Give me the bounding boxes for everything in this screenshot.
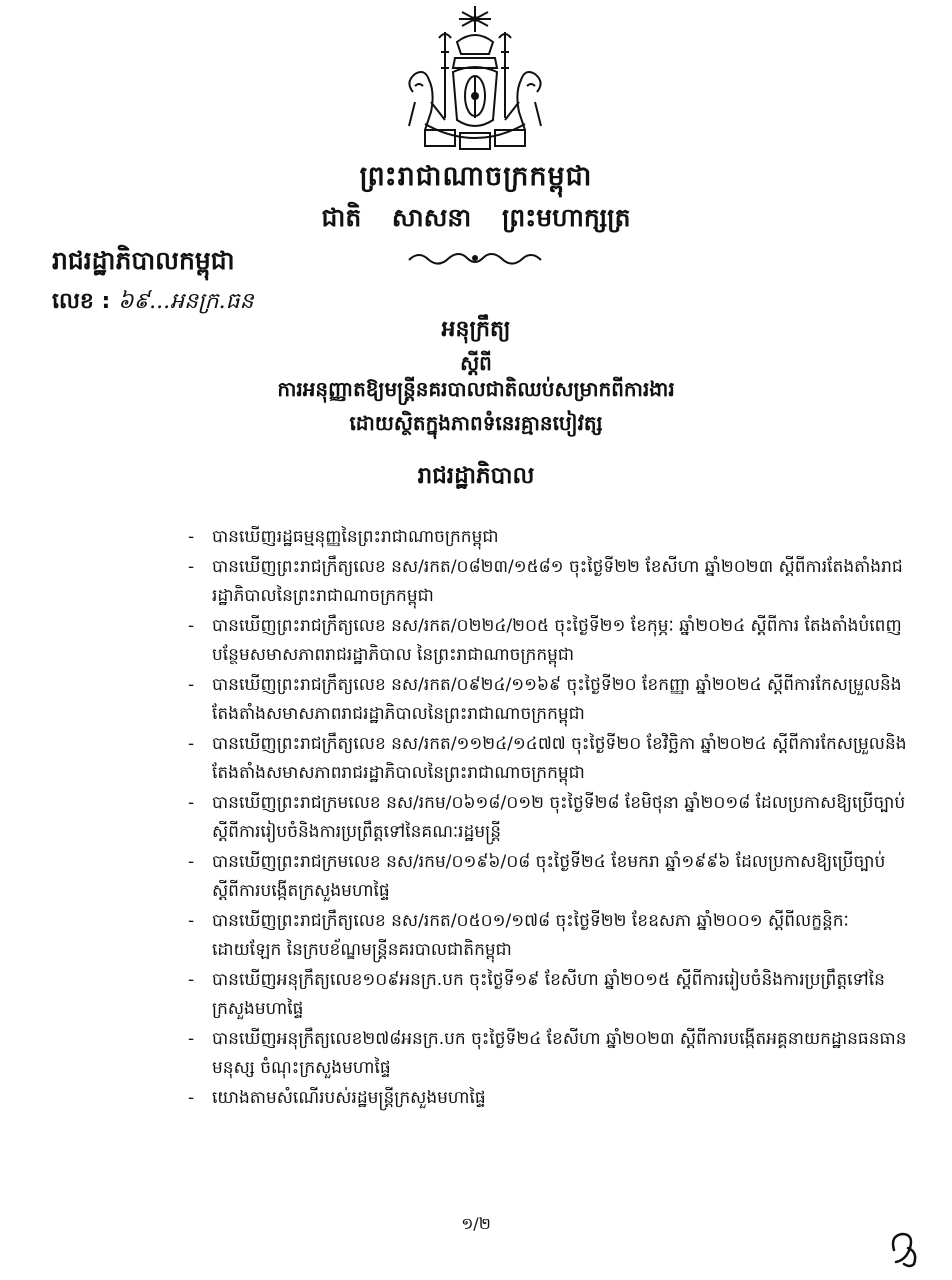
document-type: អនុក្រឹត្យ	[441, 317, 511, 342]
subject-line-2: ដោយស្ថិតក្នុងភាពទំនេរគ្មានបៀវត្ស	[349, 411, 603, 435]
reference-text: បានឃើញព្រះរាជក្រមលេខ នស/រកម/០១៩៦/០៨ ចុះថ្ងៃទី២៤ ខែមករា ឆ្នាំ១៩៩៦ ដែលប្រកាសឱ្យប្រើច្បាប់ស្តីពីការបង្កើតក្រសួងមហាផ្ទៃ	[212, 852, 886, 901]
issuer-heading: រាជរដ្ឋាភិបាល	[417, 463, 535, 489]
reference-text: យោងតាមសំណើរបស់រដ្ឋមន្ត្រីក្រសួងមហាផ្ទៃ	[212, 1088, 486, 1108]
reference-item: - បានឃើញព្រះរាជក្រឹត្យលេខ នស/រកត/០៩២៤/១១៦៩ ចុះថ្ងៃទី២០ ខែកញ្ញា ឆ្នាំ២០២៤ ស្តីពីការកែសម្រួលនិងតែងតាំងសមាសភាពរាជរដ្ឋាភិបាលនៃព្រះរាជាណាចក្រកម្ពុជា	[188, 675, 902, 724]
reference-item: - បានឃើញព្រះរាជក្រមលេខ នស/រកម/០១៩៦/០៨ ចុះថ្ងៃទី២៤ ខែមករា ឆ្នាំ១៩៩៦ ដែលប្រកាសឱ្យប្រើច្បាប់ស្តីពីការបង្កើតក្រសួងមហាផ្ទៃ	[188, 852, 886, 901]
reference-item: - បានឃើញព្រះរាជក្រឹត្យលេខ នស/រកត/១១២៤/១៤៧៧ ចុះថ្ងៃទី២០ ខែវិច្ឆិកា ឆ្នាំ២០២៤ ស្តីពីការកែសម្រួលនិងតែងតាំងសមាសភាពរាជរដ្ឋាភិបាលនៃព្រះរាជាណាចក្រកម្ពុជា	[188, 734, 907, 783]
reference-text: បានឃើញព្រះរាជក្រឹត្យលេខ នស/រកត/០២២៤/២០៥ ចុះថ្ងៃទី២១ ខែកុម្ភៈ ឆ្នាំ២០២៤ ស្តីពីការ តែងតាំងបំពេញបន្ថែមសមាសភាពរាជរដ្ឋាភិបាល នៃព្រះរាជាណាចក្រកម្ពុជា	[212, 616, 902, 665]
reference-item: - យោងតាមសំណើរបស់រដ្ឋមន្ត្រីក្រសួងមហាផ្ទៃ	[188, 1088, 486, 1108]
legal-references-list	[188, 523, 908, 1114]
reference-text: បានឃើញព្រះរាជក្រឹត្យលេខ នស/រកត/០៥០១/១៧៨ ចុះថ្ងៃទី២២ ខែឧសភា ឆ្នាំ២០០១ ស្តីពីលក្ខន្តិកៈដោយឡែក នៃក្របខ័ណ្ឌមន្ត្រីនគរបាលជាតិកម្ពុជា	[212, 911, 849, 960]
reference-item: - បានឃើញព្រះរាជក្រឹត្យលេខ នស/រកត/០៥០១/១៧៨ ចុះថ្ងៃទី២២ ខែឧសភា ឆ្នាំ២០០១ ស្តីពីលក្ខន្តិកៈដោយឡែក នៃក្របខ័ណ្ឌមន្ត្រីនគរបាលជាតិកម្ពុជា	[188, 911, 849, 960]
about-label: ស្តីពី	[460, 351, 492, 375]
subject-line-1: ការអនុញ្ញាតឱ្យមន្ត្រីនគរបាលជាតិឈប់សម្រាកពីការងារ	[277, 377, 675, 401]
reference-text: បានឃើញព្រះរាជក្រមលេខ នស/រកម/០៦១៨/០១២ ចុះថ្ងៃទី២៨ ខែមិថុនា ឆ្នាំ២០១៨ ដែលប្រកាសឱ្យប្រើច្បាប់ស្តីពីការរៀបចំនិងការប្រព្រឹត្តទៅនៃគណៈរដ្ឋមន្ត្រី	[212, 793, 906, 842]
reference-item: - បានឃើញព្រះរាជក្រឹត្យលេខ នស/រកត/០៨២៣/១៥៨១ ចុះថ្ងៃទី២២ ខែសីហា ឆ្នាំ២០២៣ ស្តីពីការតែងតាំងរាជរដ្ឋាភិបាលនៃព្រះរាជាណាចក្រកម្ពុជា	[188, 557, 903, 606]
handwritten-initial-icon	[884, 1222, 924, 1268]
page-number: ១/២	[461, 1214, 491, 1233]
reference-item: - បានឃើញព្រះរាជក្រឹត្យលេខ នស/រកត/០២២៤/២០៥ ចុះថ្ងៃទី២១ ខែកុម្ភៈ ឆ្នាំ២០២៤ ស្តីពីការ តែងតាំងបំពេញបន្ថែមសមាសភាពរាជរដ្ឋាភិបាល នៃព្រះរាជាណាចក្រកម្ពុជា	[188, 616, 902, 665]
government-label: រាជរដ្ឋាភិបាលកម្ពុជា	[52, 246, 235, 275]
reference-text: បានឃើញអនុក្រឹត្យលេខ២៧៨អនក្រ.បក ចុះថ្ងៃទី២៤ ខែសីហា ឆ្នាំ២០២៣ ស្តីពីការបង្កើតអគ្គនាយកដ្ឋានធនធានមនុស្ស ចំណុះក្រសួងមហាផ្ទៃ	[212, 1029, 907, 1078]
reference-text: បានឃើញព្រះរាជក្រឹត្យលេខ នស/រកត/០៨២៣/១៥៨១ ចុះថ្ងៃទី២២ ខែសីហា ឆ្នាំ២០២៣ ស្តីពីការតែងតាំងរាជរដ្ឋាភិបាលនៃព្រះរាជាណាចក្រកម្ពុជា	[212, 557, 903, 606]
royal-coat-of-arms-icon	[385, 2, 565, 160]
reference-item: - បានឃើញរដ្ឋធម្មនុញ្ញនៃព្រះរាជាណាចក្រកម្ពុជា	[188, 527, 499, 547]
reference-text: បានឃើញព្រះរាជក្រឹត្យលេខ នស/រកត/០៩២៤/១១៦៩ ចុះថ្ងៃទី២០ ខែកញ្ញា ឆ្នាំ២០២៤ ស្តីពីការកែសម្រួលនិងតែងតាំងសមាសភាពរាជរដ្ឋាភិបាលនៃព្រះរាជាណាចក្រកម្ពុជា	[212, 675, 902, 724]
number-label: លេខ :	[52, 289, 111, 314]
reference-item: - បានឃើញអនុក្រឹត្យលេខ១០៩អនក្រ.បក ចុះថ្ងៃទី១៩ ខែសីហា ឆ្នាំ២០១៥ ស្តីពីការរៀបចំនិងការប្រព្រឹត្តទៅនៃក្រសួងមហាផ្ទៃ	[188, 970, 885, 1019]
ornament-divider-icon	[405, 246, 545, 270]
national-motto: ជាតិ សាសនា ព្រះមហាក្សត្រ	[321, 203, 631, 232]
reference-text: បានឃើញរដ្ឋធម្មនុញ្ញនៃព្រះរាជាណាចក្រកម្ពុជា	[212, 527, 499, 547]
reference-text: បានឃើញអនុក្រឹត្យលេខ១០៩អនក្រ.បក ចុះថ្ងៃទី១៩ ខែសីហា ឆ្នាំ២០១៥ ស្តីពីការរៀបចំនិងការប្រព្រឹត្តទៅនៃក្រសួងមហាផ្ទៃ	[212, 970, 885, 1019]
reference-item: - បានឃើញព្រះរាជក្រមលេខ នស/រកម/០៦១៨/០១២ ចុះថ្ងៃទី២៨ ខែមិថុនា ឆ្នាំ២០១៨ ដែលប្រកាសឱ្យប្រើច្បាប់ស្តីពីការរៀបចំនិងការប្រព្រឹត្តទៅនៃគណៈរដ្ឋមន្ត្រី	[188, 793, 906, 842]
number-value: ៦៩...អនក្រ.ធន	[118, 289, 254, 314]
reference-item: - បានឃើញអនុក្រឹត្យលេខ២៧៨អនក្រ.បក ចុះថ្ងៃទី២៤ ខែសីហា ឆ្នាំ២០២៣ ស្តីពីការបង្កើតអគ្គនាយកដ្ឋានធនធានមនុស្ស ចំណុះក្រសួងមហាផ្ទៃ	[188, 1029, 907, 1078]
reference-text: បានឃើញព្រះរាជក្រឹត្យលេខ នស/រកត/១១២៤/១៤៧៧ ចុះថ្ងៃទី២០ ខែវិច្ឆិកា ឆ្នាំ២០២៤ ស្តីពីការកែសម្រួលនិងតែងតាំងសមាសភាពរាជរដ្ឋាភិបាលនៃព្រះរាជាណាចក្រកម្ពុជា	[212, 734, 907, 783]
kingdom-heading: ព្រះរាជាណាចក្រកម្ពុជា	[359, 161, 593, 192]
